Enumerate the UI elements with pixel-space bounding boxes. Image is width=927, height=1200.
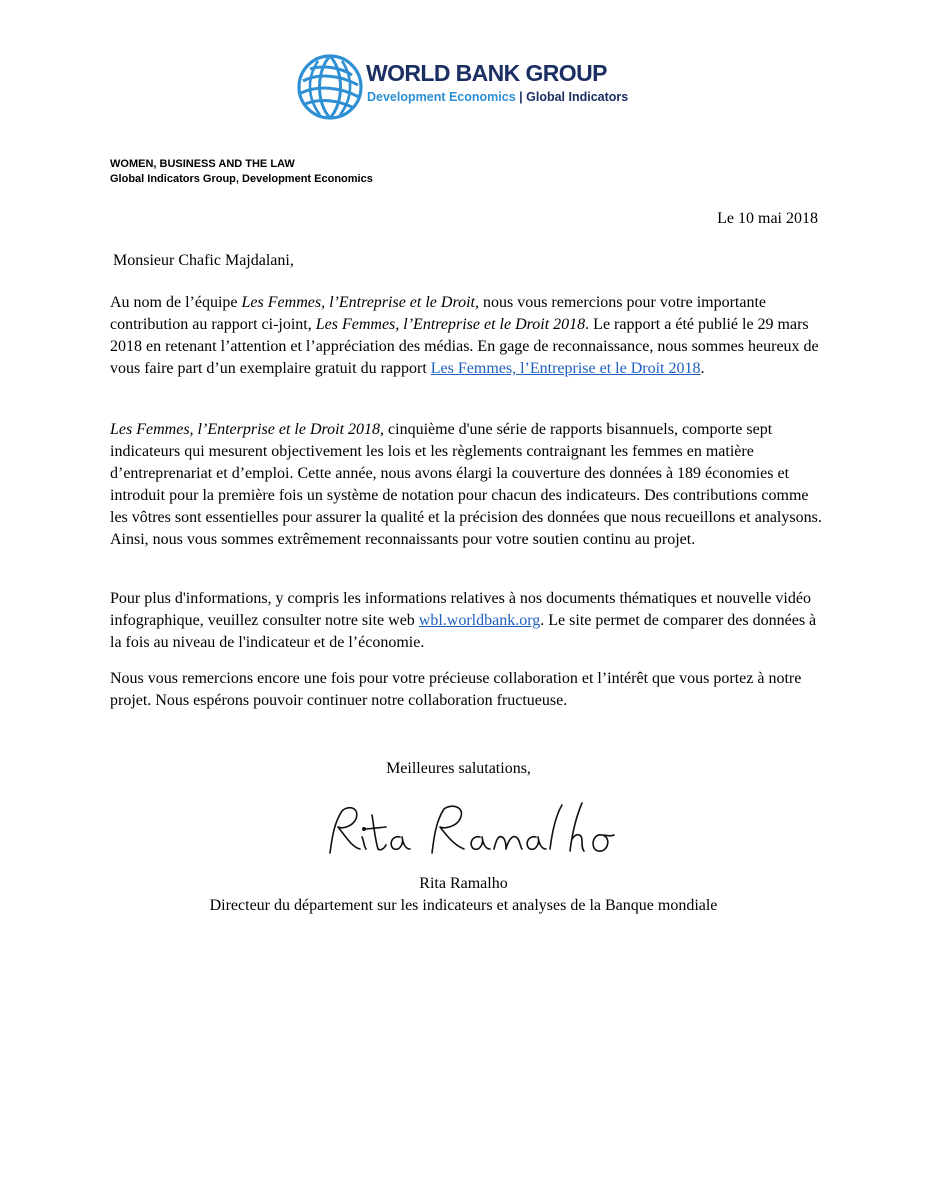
paragraph-2 bbox=[110, 419, 822, 551]
p2-text-1: , cinquième d'une série de rapports bisannuels, comporte sept indicateurs qui mesurent objectivement les lois et les règlements contraignant les femmes en matière d’entreprenariat et d’emploi. Cette année, nous avons élargi la couverture des données à 189 économies et introduit pour la première fois un système de notation pour chacun des indicateurs. Des contributions comme les vôtres sont essentielles pour assurer la qualité et la précision des données que nous recueillons et analysons. Ainsi, nous vous sommes extrêmement reconnaissants pour votre soutien continu au projet. bbox=[110, 421, 822, 548]
p1-text-4: . bbox=[700, 360, 705, 377]
paragraph-3 bbox=[110, 588, 822, 654]
p1-text-2: , nous vous remercions pour votre importante contribution au rapport ci-joint, bbox=[110, 294, 767, 333]
p1-italic-2: Les Femmes, l’Entreprise et le Droit 2018 bbox=[315, 316, 586, 333]
closing bbox=[0, 760, 927, 778]
paragraph-1 bbox=[110, 292, 822, 380]
p1-italic-1: Les Femmes, l’Entreprise et le Droit bbox=[241, 294, 475, 311]
p3-text-2: . Le site permet de comparer des données à la fois au niveau de l'indicateur et de l’économie. bbox=[110, 612, 817, 651]
p3-text-1: Pour plus d'informations, y compris les informations relatives à nos documents thématiques et nouvelle vidéo infographique, veuillez consulter notre site web bbox=[110, 590, 811, 629]
p1-text-3: . Le rapport a été publié le 29 mars 2018 en retenant l’attention et l’appréciation des médias. En gage de reconnaissance, nous sommes heureux de vous faire part d’un exemplaire gratuit du rapport bbox=[110, 316, 819, 377]
signer-name: Rita Ramalho bbox=[419, 875, 508, 892]
department-header-line2: Global Indicators Group, Development Economics bbox=[110, 173, 373, 185]
logo-title: WORLD BANK GROUP bbox=[366, 60, 607, 86]
department-header bbox=[110, 157, 373, 187]
letter-date: Le 10 mai 2018 bbox=[717, 210, 818, 227]
world-bank-logo bbox=[296, 53, 636, 121]
salutation: Monsieur Chafic Majdalani, bbox=[113, 252, 294, 269]
logo-subtitle-right: Global Indicators bbox=[526, 90, 629, 104]
logo-subtitle bbox=[367, 90, 628, 104]
p2-italic-1: Les Femmes, l’Enterprise et le Droit 2018 bbox=[110, 421, 381, 438]
website-link[interactable]: wbl.worldbank.org bbox=[418, 612, 541, 629]
department-header-line1: WOMEN, BUSINESS AND THE LAW bbox=[110, 158, 295, 170]
globe-icon bbox=[296, 53, 364, 121]
signer-title: Directeur du département sur les indicateurs et analyses de la Banque mondiale bbox=[209, 897, 718, 914]
logo-subtitle-left: Development Economics bbox=[367, 90, 516, 104]
report-link[interactable]: Les Femmes, l’Entreprise et le Droit 2018 bbox=[430, 360, 701, 377]
p1-text-1: Au nom de l’équipe bbox=[110, 294, 242, 311]
logo-subtitle-separator: | bbox=[519, 90, 523, 104]
handwritten-signature bbox=[320, 793, 620, 863]
closing-text: Meilleures salutations, bbox=[386, 760, 531, 777]
paragraph-4: Nous vous remercions encore une fois pour votre précieuse collaboration et l’intérêt que vous portez à notre projet. Nous espérons pouvoir continuer notre collaboration fructueuse. bbox=[110, 670, 802, 709]
